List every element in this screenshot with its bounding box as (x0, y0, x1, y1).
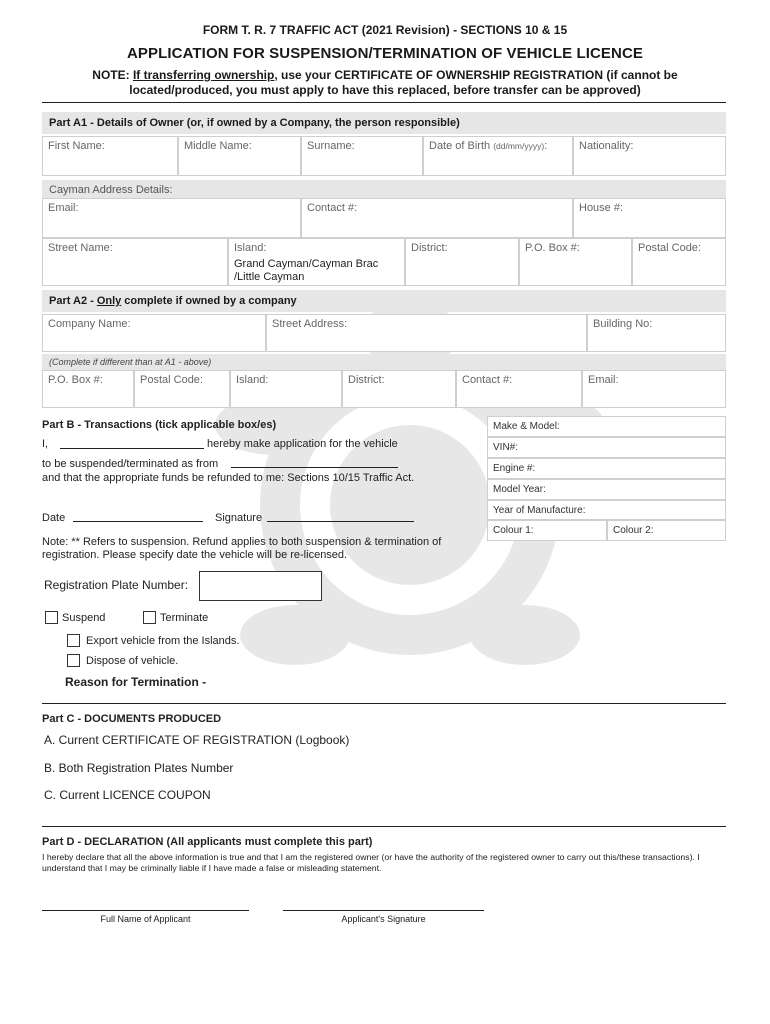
suspended-from-date-line[interactable] (231, 467, 398, 468)
year-of-manufacture-field[interactable]: Year of Manufacture: (487, 500, 726, 520)
terminate-label: Terminate (160, 612, 209, 624)
nationality-field[interactable]: Nationality: (573, 136, 726, 176)
date-line[interactable] (73, 521, 203, 522)
contact-field[interactable]: Contact #: (301, 198, 573, 238)
suspend-checkbox[interactable] (45, 611, 58, 624)
part-b-divider (42, 703, 726, 704)
first-name-field[interactable]: First Name: (42, 136, 178, 176)
full-name-label: Full Name of Applicant (100, 914, 191, 924)
colour-1-field[interactable]: Colour 1: (487, 520, 607, 541)
colour-2-field[interactable]: Colour 2: (607, 520, 726, 541)
declaration-text: I hereby declare that all the above information is true and that I am the registered owner (or have the authority of the registered owner to carry out this/these transactions). I understand that I may be criminally liable if I have made a false or misleading statement. (42, 852, 700, 873)
full-name-line[interactable] (42, 910, 249, 911)
company-email-field[interactable]: Email: (582, 370, 726, 408)
applicant-signature-line[interactable] (283, 910, 484, 911)
date-of-birth-field[interactable]: Date of Birth (dd/mm/yyyy): (423, 136, 573, 176)
cayman-address-heading: Cayman Address Details: (42, 180, 726, 198)
island-field[interactable]: Island: Grand Cayman/Cayman Brac /Little Cayman (228, 238, 405, 286)
street-name-field[interactable]: Street Name: (42, 238, 228, 286)
document-c: C. Current LICENCE COUPON (44, 788, 211, 802)
signature-line[interactable] (267, 521, 414, 522)
part-d-heading: Part D - DECLARATION (All applicants must complete this part) (42, 836, 373, 848)
company-contact-field[interactable]: Contact #: (456, 370, 582, 408)
part-b-heading: Part B - Transactions (tick applicable box/es) (42, 419, 277, 431)
plate-number-label: Registration Plate Number: (44, 578, 189, 592)
header-divider (42, 102, 726, 103)
form-title: FORM T. R. 7 TRAFFIC ACT (2021 Revision) - SECTIONS 10 & 15 (202, 23, 568, 37)
part-a2-heading: Part A2 - Only complete if owned by a company (42, 290, 726, 312)
refund-text: and that the appropriate funds be refunded to me: Sections 10/15 Traffic Act. (42, 472, 415, 484)
complete-if-different-note: (Complete if different than at A1 - above) (42, 354, 726, 370)
export-checkbox[interactable] (67, 634, 80, 647)
applicant-signature-label: Applicant's Signature (341, 914, 426, 924)
engine-field[interactable]: Engine #: (487, 458, 726, 479)
main-title: APPLICATION FOR SUSPENSION/TERMINATION OF VEHICLE LICENCE (127, 45, 643, 62)
date-label: Date (42, 512, 66, 524)
company-island-field[interactable]: Island: (230, 370, 342, 408)
ownership-note: NOTE: If transferring ownership, use your CERTIFICATE OF OWNERSHIP REGISTRATION (if cannot be located/produced, you must apply to have this replaced, before transfer can be approved) (92, 68, 678, 97)
postal-code-field[interactable]: Postal Code: (632, 238, 726, 286)
company-name-field[interactable]: Company Name: (42, 314, 266, 352)
email-field[interactable]: Email: (42, 198, 301, 238)
hereby-text: hereby make application for the vehicle (207, 438, 398, 450)
dispose-checkbox[interactable] (67, 654, 80, 667)
signature-label: Signature (215, 512, 263, 524)
applicant-i-label: I, (42, 438, 49, 450)
house-number-field[interactable]: House #: (573, 198, 726, 238)
company-postal-code-field[interactable]: Postal Code: (134, 370, 230, 408)
part-c-heading: Part C - DOCUMENTS PRODUCED (42, 713, 222, 725)
part-c-divider (42, 826, 726, 827)
company-district-field[interactable]: District: (342, 370, 456, 408)
make-model-field[interactable]: Make & Model: (487, 416, 726, 437)
reason-for-termination-label: Reason for Termination - (65, 675, 207, 689)
po-box-field[interactable]: P.O. Box #: (519, 238, 632, 286)
company-po-box-field[interactable]: P.O. Box #: (42, 370, 134, 408)
applicant-name-line[interactable] (60, 448, 204, 449)
suspend-label: Suspend (62, 612, 106, 624)
suspended-from-text: to be suspended/terminated as from (42, 458, 219, 470)
export-label: Export vehicle from the Islands. (86, 635, 240, 647)
terminate-checkbox[interactable] (143, 611, 156, 624)
vin-field[interactable]: VIN#: (487, 437, 726, 458)
suspension-note: Note: ** Refers to suspension. Refund applies to both suspension & termination of registration. Please specify date the vehicle will be re-licensed. (42, 536, 442, 561)
document-b: B. Both Registration Plates Number (44, 761, 234, 775)
building-number-field[interactable]: Building No: (587, 314, 726, 352)
street-address-field[interactable]: Street Address: (266, 314, 587, 352)
middle-name-field[interactable]: Middle Name: (178, 136, 301, 176)
model-year-field[interactable]: Model Year: (487, 479, 726, 500)
part-a1-heading: Part A1 - Details of Owner (or, if owned by a Company, the person responsible) (42, 112, 726, 134)
dispose-label: Dispose of vehicle. (86, 655, 179, 667)
district-field[interactable]: District: (405, 238, 519, 286)
document-a: A. Current CERTIFICATE OF REGISTRATION (Logbook) (44, 733, 350, 747)
plate-number-input[interactable] (199, 571, 322, 601)
surname-field[interactable]: Surname: (301, 136, 423, 176)
